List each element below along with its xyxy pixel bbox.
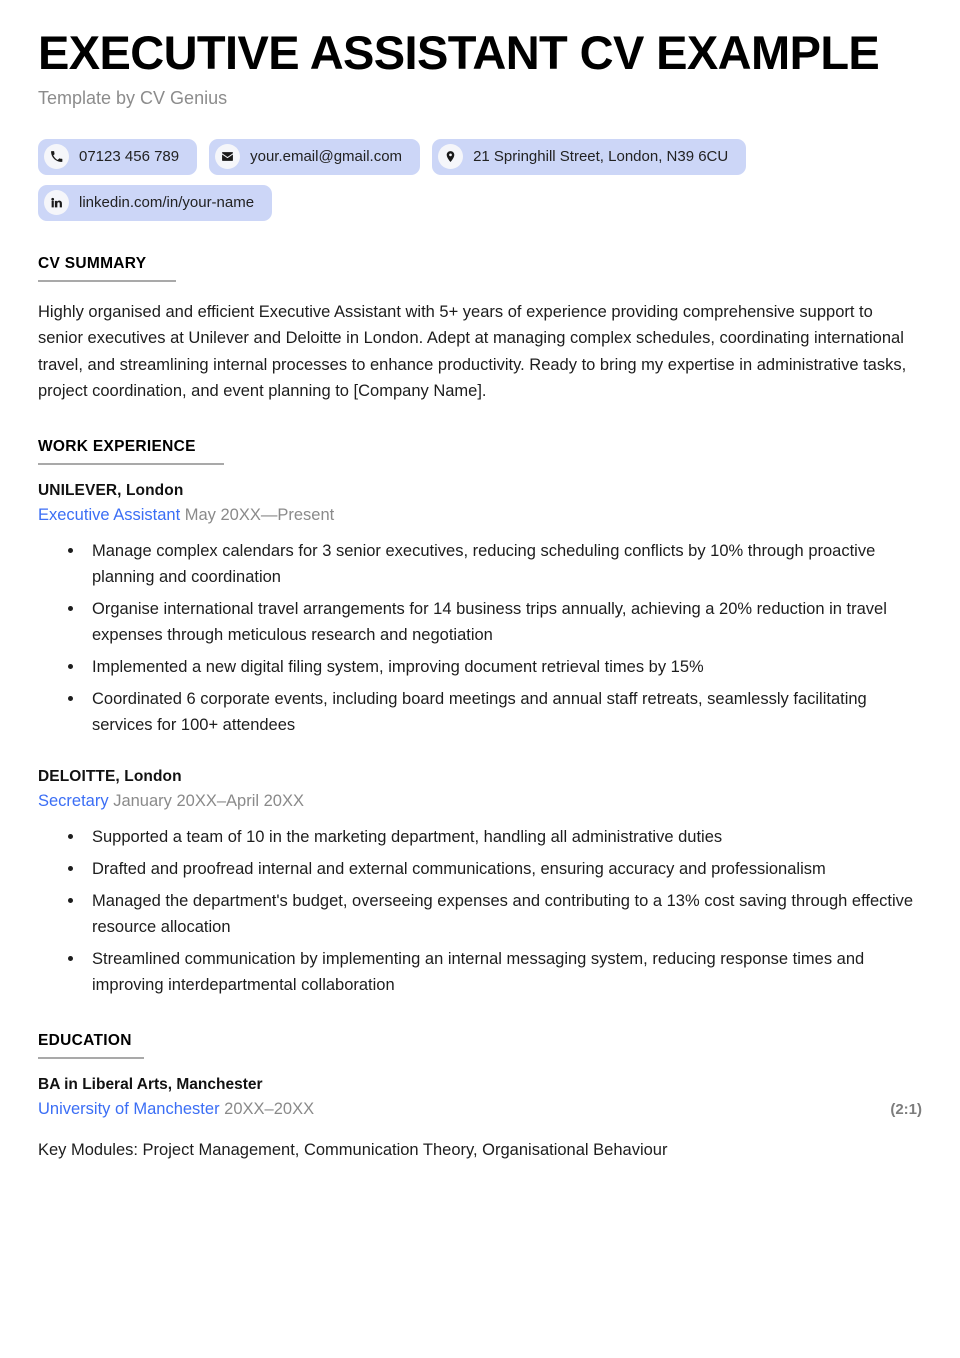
- section-rule-summary: [38, 280, 176, 282]
- template-credit: Template by CV Genius: [38, 87, 228, 108]
- contact-phone-text: 07123 456 789: [79, 148, 180, 166]
- education-years: 20XX–20XX: [224, 1100, 315, 1118]
- section-heading-summary: CV SUMMARY: [38, 254, 147, 272]
- cv-header: [38, 28, 922, 109]
- job-bullet: Organise international travel arrangements for 14 business trips annually, achieving a 20% reduction in travel expenses through meticulous research and negotiation: [38, 596, 922, 648]
- contact-badges: [38, 139, 918, 221]
- phone-icon: [44, 144, 69, 169]
- job-meta: [38, 505, 922, 526]
- job-entry: [38, 482, 922, 738]
- job-company: UNILEVER, London: [38, 482, 184, 500]
- section-heading-education: EDUCATION: [38, 1032, 132, 1049]
- job-meta: [38, 791, 922, 812]
- email-icon: [215, 144, 240, 169]
- section-heading-work: WORK EXPERIENCE: [38, 438, 196, 456]
- job-company: DELOITTE, London: [38, 768, 182, 786]
- education-grade: (2:1): [890, 1101, 922, 1118]
- education-row: [38, 1099, 922, 1120]
- job-role: Executive Assistant: [38, 506, 181, 525]
- contact-email-text: your.email@gmail.com: [250, 148, 403, 166]
- education-modules: Key Modules: Project Management, Communication Theory, Organisational Behaviour: [38, 1141, 668, 1160]
- section-rule-education: [38, 1057, 144, 1059]
- contact-badge-linkedin[interactable]: [38, 185, 272, 221]
- section-rule-work: [38, 463, 224, 465]
- job-bullet: Drafted and proofread internal and external communications, ensuring accuracy and professionalism: [38, 856, 922, 882]
- page-title: EXECUTIVE ASSISTANT CV EXAMPLE: [38, 26, 880, 79]
- job-bullet: Coordinated 6 corporate events, including board meetings and annual staff retreats, seamlessly facilitating services for 100+ attendees: [38, 686, 922, 738]
- linkedin-icon: [44, 190, 69, 215]
- job-bullet: Supported a team of 10 in the marketing department, handling all administrative duties: [38, 824, 922, 850]
- contact-badge-email[interactable]: [209, 139, 420, 175]
- job-bullet: Managed the department's budget, overseeing expenses and contributing to a 13% cost saving through effective resource allocation: [38, 888, 922, 940]
- job-bullet-list: [38, 538, 922, 738]
- location-icon: [438, 144, 463, 169]
- education-school: University of Manchester: [38, 1100, 220, 1118]
- section-work-experience: [38, 438, 922, 998]
- contact-badge-phone[interactable]: [38, 139, 197, 175]
- section-cv-summary: [38, 255, 922, 405]
- job-dates: January 20XX–April 20XX: [113, 792, 304, 811]
- contact-badge-location[interactable]: [432, 139, 746, 175]
- job-role: Secretary: [38, 792, 109, 811]
- job-dates: May 20XX—Present: [184, 506, 335, 525]
- job-bullet-list: [38, 824, 922, 998]
- cv-summary-text: Highly organised and efficient Executive Assistant with 5+ years of experience providing comprehensive support to senior executives at Unilever and Deloitte in London. Adept at managing complex schedules, coordinating international travel, and streamlining internal processes to enhance productivity. Ready to bring my expertise in administrative tasks, project coordination, and event planning to [Company Name].: [38, 302, 907, 400]
- job-bullet: Streamlined communication by implementing an internal messaging system, reducing response times and improving interdepartmental collaboration: [38, 946, 922, 998]
- job-entry: [38, 768, 922, 998]
- job-bullet: Implemented a new digital filing system, improving document retrieval times by 15%: [38, 654, 922, 680]
- education-school-line: [38, 1099, 314, 1120]
- section-education: [38, 1032, 922, 1164]
- job-bullet: Manage complex calendars for 3 senior executives, reducing scheduling conflicts by 10% through proactive planning and coordination: [38, 538, 922, 590]
- education-degree: BA in Liberal Arts, Manchester: [38, 1076, 263, 1093]
- contact-linkedin-text: linkedin.com/in/your-name: [79, 194, 255, 212]
- contact-location-text: 21 Springhill Street, London, N39 6CU: [473, 148, 729, 166]
